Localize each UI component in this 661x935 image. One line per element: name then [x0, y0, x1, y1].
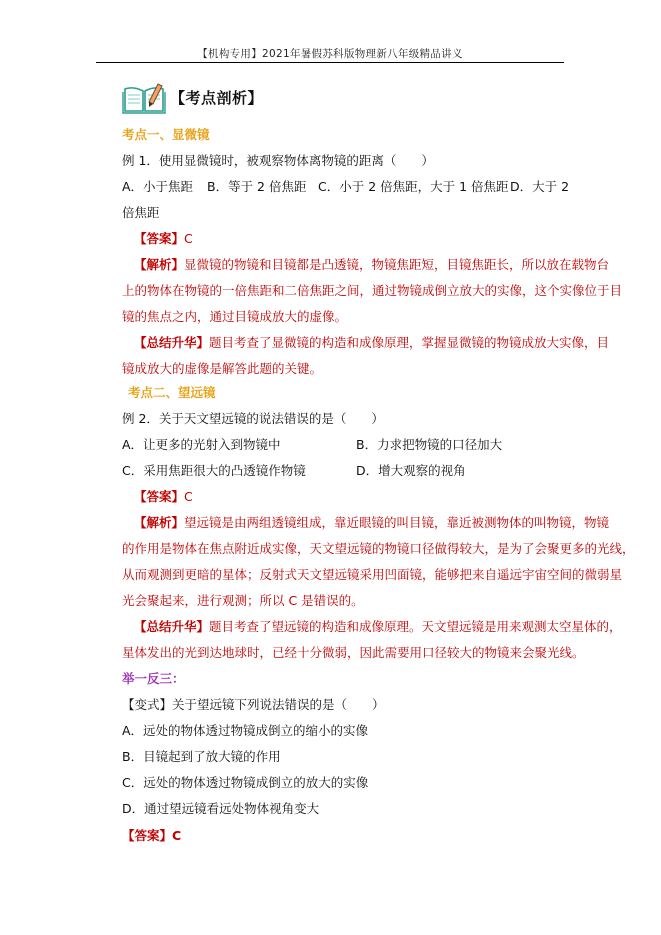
ex1-option-c: C．小于 2 倍焦距，大于 1 倍焦距 — [318, 179, 509, 194]
ex1-answer-value: C — [184, 231, 193, 246]
point2-heading: 考点二、望远镜 — [128, 385, 216, 400]
ex2-answer — [134, 487, 578, 507]
point1-heading: 考点一、显微镜 — [122, 127, 210, 142]
variant-option-d: D．通过望远镜看远处物体视角变大 — [122, 801, 320, 816]
ex1-option-d: D．大于 2 — [510, 179, 570, 194]
ex2-answer-label: 【答案】 — [134, 489, 185, 504]
ex1-summary-label: 【总结升华】 — [134, 335, 210, 350]
ex2-option-b: B．力求把物镜的口径加大 — [356, 437, 503, 452]
ex1-analysis-line-2: 上的物体在物镜的一倍焦距和二倍焦距之间，通过物镜成倒立放大的实像，这个实像位于目 — [122, 283, 623, 298]
ex2-answer-value: C — [184, 489, 193, 504]
ex2-option-c: C．采用焦距很大的凸透镜作物镜 — [122, 463, 306, 478]
ex1-option-d-cont: 倍焦距 — [122, 205, 160, 220]
section-title — [122, 80, 263, 114]
variant-option-a: A．远处的物体透过物镜成倒立的缩小的实像 — [122, 723, 369, 738]
ex1-answer — [134, 229, 578, 249]
ex1-analysis-line-1 — [134, 255, 610, 275]
ex2-option-a: A．让更多的光射入到物镜中 — [122, 437, 281, 452]
book-pen-icon — [122, 80, 166, 114]
ex1-summary-line-1 — [134, 333, 610, 353]
variant-option-c: C．远处的物体透过物镜成倒立的放大的实像 — [122, 775, 369, 790]
ex1-summary-text-1: 题目考查了显微镜的构造和成像原理，掌握显微镜的物镜成放大实像，目 — [209, 335, 610, 350]
ex2-analysis-text-1: 望远镜是由两组透镜组成，靠近眼镜的叫目镜，靠近被测物体的叫物镜，物镜 — [184, 515, 610, 530]
ex1-analysis-line-3: 镜的焦点之内，通过目镜成放大的虚像。 — [122, 309, 348, 324]
ex2-option-d: D．增大观察的视角 — [356, 463, 466, 478]
ex1-option-a: A．小于焦距 — [122, 179, 194, 194]
ex1-analysis-text-1: 显微镜的物镜和目镜都是凸透镜，物镜焦距短，目镜焦距长，所以放在载物台 — [184, 257, 610, 272]
ex1-option-b: B．等于 2 倍焦距 — [207, 179, 307, 194]
section-title-text: 【考点剖析】 — [170, 88, 264, 107]
page-header: 【机构专用】2021年暑假苏科版物理新八年级精品讲义 — [197, 48, 463, 60]
variant-option-b: B．目镜起到了放大镜的作用 — [122, 749, 281, 764]
ex2-question: 例 2．关于天文望远镜的说法错误的是（ ） — [122, 411, 384, 426]
ex2-analysis-line-2: 的作用是物体在焦点附近成实像，天文望远镜的物镜口径做得较大，是为了会聚更多的光线， — [122, 541, 635, 556]
ex1-summary-line-2: 镜成放大的虚像是解答此题的关键。 — [122, 361, 323, 376]
variant-answer-value: C — [172, 828, 182, 843]
ex2-summary-line-2: 星体发出的光到达地球时，已经十分微弱，因此需要用口径较大的物镜来会聚光线。 — [122, 645, 585, 660]
variant-answer-label: 【答案】 — [122, 828, 173, 843]
ex1-question: 例 1．使用显微镜时，被观察物体离物镜的距离（ ） — [122, 153, 434, 168]
ex2-summary-label: 【总结升华】 — [134, 619, 210, 634]
ex2-summary-line-1 — [134, 617, 622, 637]
ex2-summary-text-1: 题目考查了望远镜的构造和成像原理。天文望远镜是用来观测太空星体的， — [209, 619, 622, 634]
ex2-analysis-line-4: 光会聚起来，进行观测；所以 C 是错误的。 — [122, 593, 364, 608]
practice-heading: 举一反三： — [122, 671, 185, 686]
variant-answer — [122, 826, 566, 846]
ex2-analysis-line-1 — [134, 513, 610, 533]
ex1-analysis-label: 【解析】 — [134, 257, 185, 272]
header-divider — [96, 62, 564, 63]
ex1-answer-label: 【答案】 — [134, 231, 185, 246]
ex2-analysis-label: 【解析】 — [134, 515, 185, 530]
variant-question: 【变式】关于望远镜下列说法错误的是（ ） — [122, 697, 385, 712]
ex2-analysis-line-3: 从而观测到更暗的星体；反射式天文望远镜采用凹面镜，能够把来自遥远宇宙空间的微弱星 — [122, 567, 623, 582]
